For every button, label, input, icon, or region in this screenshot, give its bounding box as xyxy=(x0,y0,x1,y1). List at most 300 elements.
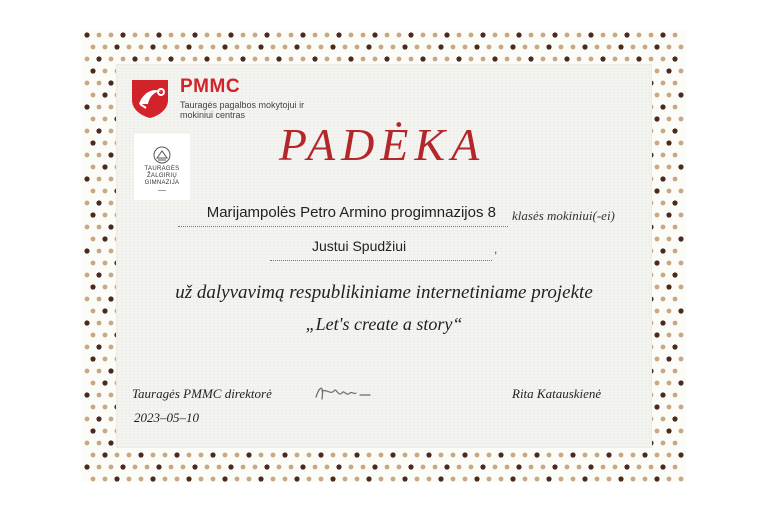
school-emblem-icon xyxy=(153,146,171,164)
border-dot xyxy=(210,452,215,457)
border-dot xyxy=(163,453,168,458)
border-dot xyxy=(120,464,125,469)
border-dot xyxy=(271,477,276,482)
border-dot xyxy=(181,57,186,62)
border-dot xyxy=(361,57,366,62)
border-dot xyxy=(169,465,174,470)
border-dot xyxy=(672,200,677,205)
border-dot xyxy=(427,45,432,50)
border-dot xyxy=(103,477,108,482)
border-dot xyxy=(109,393,114,398)
border-dot xyxy=(217,57,222,62)
border-dot xyxy=(678,452,683,457)
border-dot xyxy=(433,33,438,38)
border-dot xyxy=(91,189,96,194)
border-dot xyxy=(85,441,90,446)
border-dot xyxy=(588,464,593,469)
border-dot xyxy=(577,57,582,62)
border-dot xyxy=(85,369,90,374)
border-dot xyxy=(463,477,468,482)
border-dot xyxy=(85,81,90,86)
border-dot xyxy=(253,465,258,470)
border-dot xyxy=(300,464,305,469)
border-dot xyxy=(666,356,671,361)
border-dot xyxy=(91,165,96,170)
border-dot xyxy=(565,33,570,38)
border-dot xyxy=(175,477,180,482)
border-dot xyxy=(661,81,666,86)
border-dot xyxy=(265,57,270,62)
border-dot xyxy=(535,45,540,50)
border-dot xyxy=(186,476,191,481)
border-dot xyxy=(253,33,258,38)
border-dot xyxy=(109,201,114,206)
border-dot xyxy=(679,357,684,362)
border-dot xyxy=(294,44,299,49)
border-dot xyxy=(667,165,672,170)
border-dot xyxy=(636,56,641,61)
border-dot xyxy=(348,56,353,61)
border-dot xyxy=(84,464,89,469)
border-dot xyxy=(97,393,102,398)
border-dot xyxy=(145,33,150,38)
gymnasium-badge xyxy=(134,134,190,200)
border-dot xyxy=(456,56,461,61)
border-dot xyxy=(673,105,678,110)
border-dot xyxy=(354,452,359,457)
border-dot xyxy=(199,45,204,50)
border-dot xyxy=(571,477,576,482)
border-dot xyxy=(151,453,156,458)
border-dot xyxy=(462,452,467,457)
border-dot xyxy=(132,56,137,61)
border-dot xyxy=(559,453,564,458)
border-dot xyxy=(528,56,533,61)
border-dot xyxy=(247,45,252,50)
border-dot xyxy=(169,33,174,38)
border-dot xyxy=(679,117,684,122)
border-dot xyxy=(114,44,119,49)
border-dot xyxy=(109,465,114,470)
border-dot xyxy=(409,57,414,62)
border-dot xyxy=(570,452,575,457)
border-dot xyxy=(228,32,233,37)
border-dot xyxy=(85,273,90,278)
border-dot xyxy=(654,188,659,193)
border-dot xyxy=(505,33,510,38)
project-name: „Let's create a story“ xyxy=(305,314,463,334)
border-dot xyxy=(109,417,114,422)
border-dot xyxy=(318,452,323,457)
border-dot xyxy=(96,56,101,61)
border-dot xyxy=(643,477,648,482)
border-dot xyxy=(391,477,396,482)
border-dot xyxy=(402,476,407,481)
border-dot xyxy=(571,45,576,50)
border-dot xyxy=(541,33,546,38)
border-dot xyxy=(583,453,588,458)
border-dot xyxy=(97,465,102,470)
border-dot xyxy=(673,33,678,38)
border-dot xyxy=(103,429,108,434)
student-name: Justui Spudžiui xyxy=(312,238,407,254)
border-dot xyxy=(457,33,462,38)
border-dot xyxy=(108,440,113,445)
border-dot xyxy=(451,45,456,50)
border-dot xyxy=(397,465,402,470)
border-dot xyxy=(679,45,684,50)
border-dot xyxy=(618,476,623,481)
border-dot xyxy=(85,417,90,422)
border-dot xyxy=(204,56,209,61)
border-dot xyxy=(97,33,102,38)
border-dot xyxy=(451,477,456,482)
border-dot xyxy=(390,452,395,457)
border-dot xyxy=(186,44,191,49)
border-dot xyxy=(613,57,618,62)
badge-divider xyxy=(158,190,166,191)
border-dot xyxy=(91,453,96,458)
border-dot xyxy=(420,56,425,61)
border-dot xyxy=(241,465,246,470)
border-dot xyxy=(264,464,269,469)
border-dot xyxy=(91,261,96,266)
border-dot xyxy=(84,392,89,397)
border-dot xyxy=(661,369,666,374)
border-dot xyxy=(667,45,672,50)
border-dot xyxy=(91,477,96,482)
issue-date: 2023–05–10 xyxy=(134,410,199,425)
border-dot xyxy=(547,453,552,458)
border-dot xyxy=(480,32,485,37)
border-dot xyxy=(336,464,341,469)
border-dot xyxy=(511,453,516,458)
border-dot xyxy=(120,32,125,37)
border-dot xyxy=(469,465,474,470)
border-dot xyxy=(523,45,528,50)
border-dot xyxy=(433,57,438,62)
border-dot xyxy=(109,249,114,254)
border-dot xyxy=(103,261,108,266)
border-dot xyxy=(91,45,96,50)
border-dot xyxy=(577,465,582,470)
border-dot xyxy=(343,477,348,482)
border-dot xyxy=(655,237,660,242)
border-dot xyxy=(673,81,678,86)
border-dot xyxy=(307,45,312,50)
border-dot xyxy=(619,453,624,458)
border-dot xyxy=(601,33,606,38)
border-dot xyxy=(660,176,665,181)
border-dot xyxy=(91,405,96,410)
border-dot xyxy=(660,32,665,37)
border-dot xyxy=(444,464,449,469)
border-dot xyxy=(600,56,605,61)
border-dot xyxy=(679,141,684,146)
border-dot xyxy=(90,356,95,361)
border-dot xyxy=(174,452,179,457)
border-dot xyxy=(493,465,498,470)
border-dot xyxy=(679,69,684,74)
border-dot xyxy=(654,44,659,49)
border-dot xyxy=(84,32,89,37)
border-dot xyxy=(631,453,636,458)
border-dot xyxy=(97,441,102,446)
border-dot xyxy=(139,477,144,482)
border-dot xyxy=(109,33,114,38)
border-dot xyxy=(546,476,551,481)
border-dot xyxy=(91,93,96,98)
border-dot xyxy=(667,189,672,194)
border-dot xyxy=(343,453,348,458)
border-dot xyxy=(139,45,144,50)
border-dot xyxy=(607,477,612,482)
border-dot xyxy=(229,57,234,62)
border-dot xyxy=(679,477,684,482)
border-dot xyxy=(601,465,606,470)
border-dot xyxy=(84,176,89,181)
border-dot xyxy=(103,189,108,194)
border-dot xyxy=(613,465,618,470)
border-dot xyxy=(679,405,684,410)
border-dot xyxy=(523,453,528,458)
border-dot xyxy=(421,465,426,470)
border-dot xyxy=(150,44,155,49)
border-dot xyxy=(361,33,366,38)
border-dot xyxy=(673,249,678,254)
border-dot xyxy=(649,465,654,470)
border-dot xyxy=(415,45,420,50)
border-dot xyxy=(103,213,108,218)
border-dot xyxy=(217,33,222,38)
border-dot xyxy=(408,464,413,469)
border-dot xyxy=(541,57,546,62)
border-dot xyxy=(91,237,96,242)
border-dot xyxy=(301,57,306,62)
border-dot xyxy=(84,248,89,253)
border-dot xyxy=(546,44,551,49)
border-dot xyxy=(379,453,384,458)
border-dot xyxy=(163,477,168,482)
border-dot xyxy=(667,261,672,266)
border-dot xyxy=(319,45,324,50)
border-dot xyxy=(559,45,564,50)
border-dot xyxy=(85,129,90,134)
border-dot xyxy=(372,464,377,469)
border-dot xyxy=(667,309,672,314)
border-dot xyxy=(121,57,126,62)
border-dot xyxy=(655,165,660,170)
border-dot xyxy=(529,465,534,470)
border-dot xyxy=(97,369,102,374)
border-dot xyxy=(102,236,107,241)
border-dot xyxy=(157,57,162,62)
border-dot xyxy=(96,344,101,349)
border-dot xyxy=(582,44,587,49)
border-dot xyxy=(624,464,629,469)
border-dot xyxy=(661,153,666,158)
border-dot xyxy=(655,453,660,458)
border-dot xyxy=(637,465,642,470)
border-dot xyxy=(372,32,377,37)
student-field xyxy=(270,238,492,261)
border-dot xyxy=(463,45,468,50)
border-dot xyxy=(499,45,504,50)
border-dot xyxy=(565,465,570,470)
border-dot xyxy=(103,405,108,410)
logo-subtitle: Tauragės pagalbos mokytojui ir mokiniui centras xyxy=(180,100,305,120)
border-dot xyxy=(199,477,204,482)
border-dot xyxy=(277,33,282,38)
border-dot xyxy=(595,453,600,458)
border-dot xyxy=(217,465,222,470)
border-dot xyxy=(505,57,510,62)
border-dot xyxy=(672,416,677,421)
border-dot xyxy=(673,369,678,374)
border-dot xyxy=(439,453,444,458)
border-dot xyxy=(127,453,132,458)
border-dot xyxy=(282,452,287,457)
border-dot xyxy=(235,453,240,458)
border-dot xyxy=(415,477,420,482)
border-dot xyxy=(673,225,678,230)
border-dot xyxy=(97,177,102,182)
border-dot xyxy=(96,272,101,277)
border-dot xyxy=(294,476,299,481)
border-dot xyxy=(253,57,258,62)
border-dot xyxy=(427,477,432,482)
border-dot xyxy=(109,177,114,182)
border-dot xyxy=(631,45,636,50)
border-dot xyxy=(385,465,390,470)
border-dot xyxy=(264,32,269,37)
border-dot xyxy=(469,57,474,62)
border-dot xyxy=(379,45,384,50)
border-dot xyxy=(678,164,683,169)
border-dot xyxy=(384,56,389,61)
border-dot xyxy=(366,476,371,481)
border-dot xyxy=(678,236,683,241)
border-dot xyxy=(552,32,557,37)
border-dot xyxy=(402,44,407,49)
border-dot xyxy=(606,452,611,457)
border-dot xyxy=(523,477,528,482)
border-dot xyxy=(643,45,648,50)
border-dot xyxy=(426,452,431,457)
border-dot xyxy=(661,417,666,422)
border-dot xyxy=(108,368,113,373)
border-dot xyxy=(90,140,95,145)
border-dot xyxy=(661,441,666,446)
border-dot xyxy=(103,117,108,122)
border-dot xyxy=(451,453,456,458)
border-dot xyxy=(474,44,479,49)
border-dot xyxy=(355,45,360,50)
border-dot xyxy=(510,44,515,49)
border-dot xyxy=(655,429,660,434)
border-dot xyxy=(673,153,678,158)
border-dot xyxy=(258,44,263,49)
border-dot xyxy=(457,465,462,470)
border-dot xyxy=(667,117,672,122)
border-dot xyxy=(661,273,666,278)
border-dot xyxy=(667,381,672,386)
border-dot xyxy=(667,93,672,98)
border-dot xyxy=(655,309,660,314)
border-dot xyxy=(516,32,521,37)
border-dot xyxy=(624,32,629,37)
border-dot xyxy=(421,33,426,38)
participation-text: už dalyvavimą respublikiniame internetiniame projekte xyxy=(175,282,593,303)
border-dot xyxy=(181,465,186,470)
border-dot xyxy=(661,129,666,134)
border-dot xyxy=(403,453,408,458)
border-dot xyxy=(438,44,443,49)
border-dot xyxy=(96,128,101,133)
border-dot xyxy=(313,465,318,470)
border-dot xyxy=(300,32,305,37)
border-dot xyxy=(672,56,677,61)
border-dot xyxy=(103,45,108,50)
border-dot xyxy=(672,128,677,133)
border-dot xyxy=(559,477,564,482)
name-comma: , xyxy=(494,242,498,256)
border-dot xyxy=(108,80,113,85)
border-dot xyxy=(349,465,354,470)
border-dot xyxy=(90,212,95,217)
border-dot xyxy=(258,476,263,481)
border-dot xyxy=(654,116,659,121)
border-dot xyxy=(283,45,288,50)
border-dot xyxy=(283,477,288,482)
border-dot xyxy=(655,213,660,218)
border-dot xyxy=(673,177,678,182)
border-dot xyxy=(168,56,173,61)
border-dot xyxy=(85,201,90,206)
border-dot xyxy=(498,452,503,457)
border-dot xyxy=(109,129,114,134)
border-dot xyxy=(589,57,594,62)
border-dot xyxy=(654,476,659,481)
border-dot xyxy=(343,45,348,50)
border-dot xyxy=(672,344,677,349)
border-dot xyxy=(649,33,654,38)
border-dot xyxy=(90,428,95,433)
border-dot xyxy=(661,345,666,350)
border-dot xyxy=(145,465,150,470)
border-dot xyxy=(438,476,443,481)
border-dot xyxy=(415,453,420,458)
border-dot xyxy=(654,404,659,409)
border-dot xyxy=(102,308,107,313)
border-dot xyxy=(516,464,521,469)
border-dot xyxy=(367,453,372,458)
border-dot xyxy=(102,164,107,169)
border-dot xyxy=(391,45,396,50)
border-dot xyxy=(163,45,168,50)
border-dot xyxy=(595,477,600,482)
border-dot xyxy=(156,464,161,469)
border-dot xyxy=(307,453,312,458)
border-dot xyxy=(145,57,150,62)
border-dot xyxy=(660,104,665,109)
border-dot xyxy=(259,453,264,458)
border-dot xyxy=(330,44,335,49)
border-dot xyxy=(678,92,683,97)
border-dot xyxy=(205,465,210,470)
border-dot xyxy=(433,465,438,470)
border-dot xyxy=(91,381,96,386)
